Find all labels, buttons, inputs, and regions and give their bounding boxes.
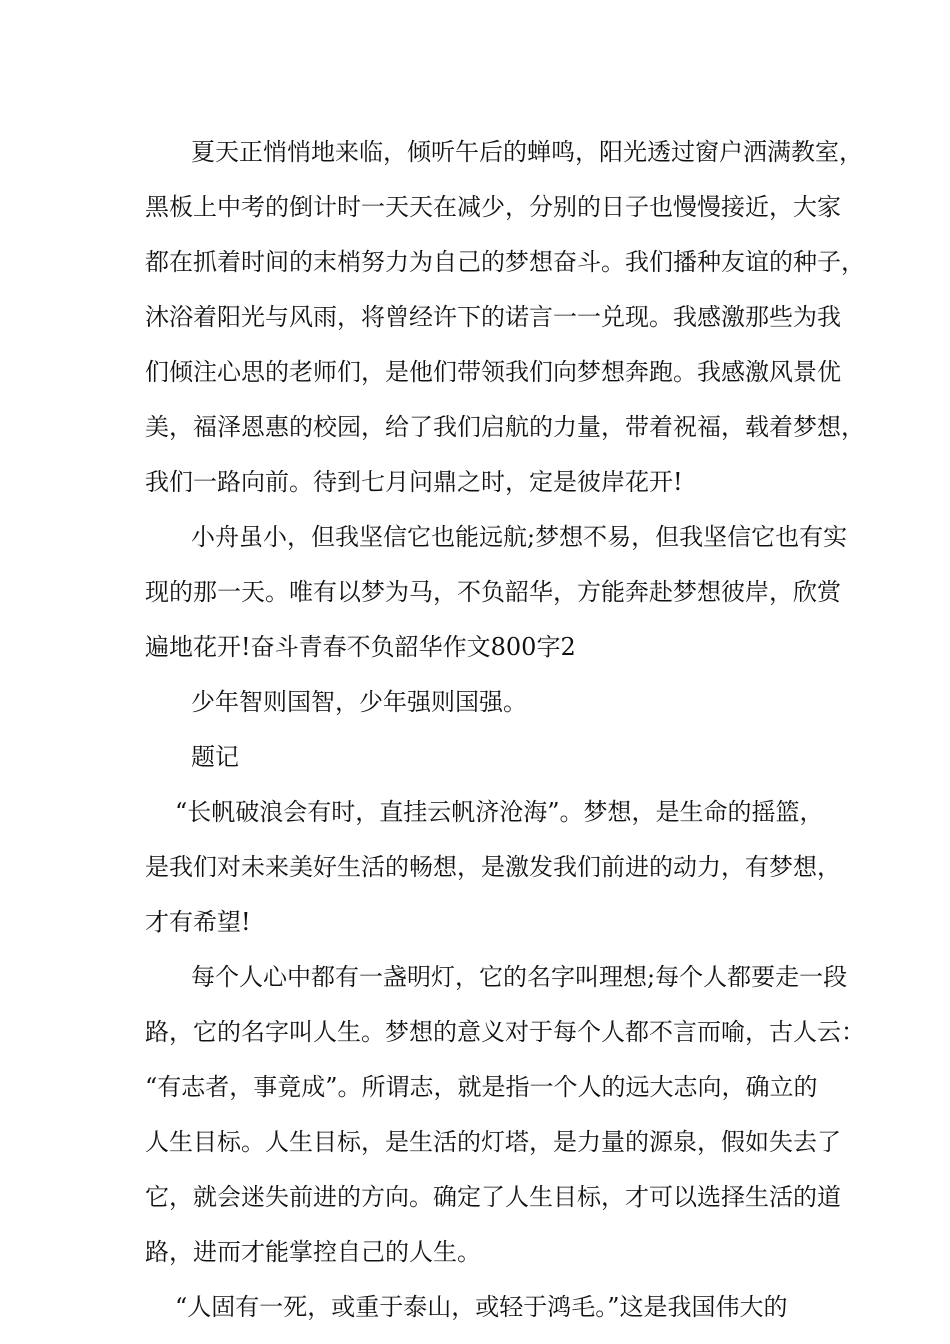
text-line: 沐浴着阳光与风雨，将曾经许下的诺言一一兑现。我感激那些为我 (145, 303, 841, 331)
text-line: 它，就会迷失前进的方向。确定了人生目标，才可以选择生活的道 (145, 1183, 841, 1211)
document-body (145, 125, 865, 1335)
text-line: 都在抓着时间的末梢努力为自己的梦想奋斗。我们播种友谊的种子， (145, 248, 865, 276)
text-line: 夏天正悄悄地来临，倾听午后的蝉鸣，阳光透过窗户洒满教室， (191, 138, 863, 166)
text-line: 人生目标。人生目标，是生活的灯塔，是力量的源泉，假如失去了 (145, 1128, 841, 1156)
text-line: 是我们对未来美好生活的畅想，是激发我们前进的动力，有梦想， (145, 853, 841, 881)
text-line: 黑板上中考的倒计时一天天在减少，分别的日子也慢慢接近，大家 (145, 193, 841, 221)
text-line: 美，福泽恩惠的校园，给了我们启航的力量，带着祝福，载着梦想， (145, 413, 865, 441)
text-line: “长帆破浪会有时，直挂云帆济沧海”。梦想，是生命的摇篮， (175, 798, 824, 826)
text-line: 才有希望! (145, 908, 251, 936)
text-line: 们倾注心思的老师们，是他们带领我们向梦想奔跑。我感激风景优 (145, 358, 841, 386)
text-line: “人固有一死，或重于泰山，或轻于鸿毛。”这是我国伟大的 (175, 1293, 788, 1321)
text-line: 现的那一天。唯有以梦为马，不负韶华，方能奔赴梦想彼岸，欣赏 (145, 578, 841, 606)
text-line: 我们一路向前。待到七月问鼎之时，定是彼岸花开! (145, 468, 683, 496)
text-line: 少年智则国智，少年强则国强。 (191, 688, 527, 716)
text-line: 路，进而才能掌控自己的人生。 (145, 1238, 481, 1266)
text-line: 每个人心中都有一盏明灯，它的名字叫理想;每个人都要走一段 (191, 963, 848, 991)
text-line: 遍地花开!奋斗青春不负韶华作文800字2 (145, 633, 576, 661)
text-line: 路，它的名字叫人生。梦想的意义对于每个人都不言而喻，古人云： (145, 1018, 865, 1046)
text-line: 题记 (191, 743, 239, 771)
text-line: 小舟虽小，但我坚信它也能远航;梦想不易，但我坚信它也有实 (191, 523, 848, 551)
text-line: “有志者，事竟成”。所谓志，就是指一个人的远大志向，确立的 (145, 1073, 818, 1101)
